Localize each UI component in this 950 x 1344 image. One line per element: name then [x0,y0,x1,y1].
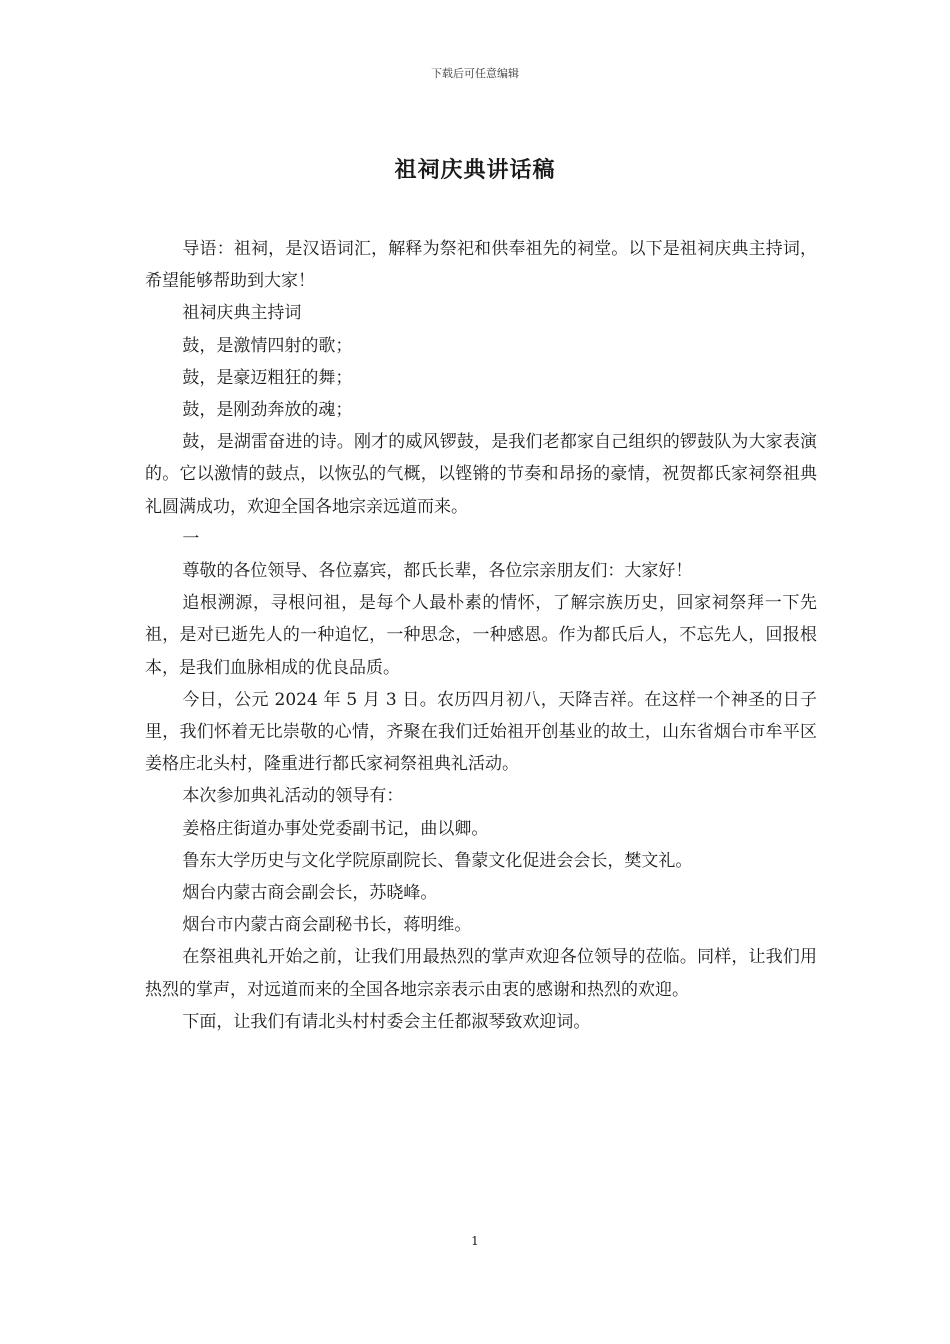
header-note: 下载后可任意编辑 [431,67,519,80]
paragraph-leader-3: 烟台内蒙古商会副会长，苏晓峰。 [182,883,438,904]
paragraph-subtitle: 祖祠庆典主持词 [182,303,302,324]
paragraph-drum-2: 鼓，是豪迈粗狂的舞； [182,367,353,388]
paragraph-next-speaker: 下面，让我们有请北头村村委会主任都淑琴致欢迎词。 [182,1011,591,1032]
paragraph-roots: 追根溯源，寻根问祖，是每个人最朴素的情怀，了解宗族历史，回家祠祭拜一下先祖，是对已逝先人的一种追忆，一种思念，一种感恩。作为都氏后人，不忘先人，回报根本，是我们血脉相成的优良品质。 [145,593,817,678]
paragraph-drum-1: 鼓，是激情四射的歌； [182,335,353,356]
paragraph-section-one: 一 [182,528,200,549]
document-body [145,233,817,1038]
paragraph-leader-1: 姜格庄街道办事处党委副书记，曲以卿。 [182,818,489,839]
paragraph-leader-4: 烟台市内蒙古商会副秘书长，蒋明维。 [182,915,472,936]
paragraph-greeting: 尊敬的各位领导、各位嘉宾，都氏长辈，各位宗亲朋友们：大家好！ [182,561,693,582]
page-number: 1 [471,1234,479,1248]
paragraph-leaders-intro: 本次参加典礼活动的领导有： [182,786,404,807]
paragraph-leader-2: 鲁东大学历史与文化学院原副院长、鲁蒙文化促进会会长，樊文礼。 [182,850,693,871]
paragraph-date: 今日，公元 2024 年 5 月 3 日。农历四月初八，天降吉祥。在这样一个神圣的日子里，我们怀着无比崇敬的心情，齐聚在我们迁始祖开创基业的故土，山东省烟台市牟平区姜格庄北头村，隆重进行都氏家祠祭祖典礼活动。 [145,689,817,775]
page-title: 祖祠庆典讲话稿 [394,157,556,183]
paragraph-drum-3: 鼓，是刚劲奔放的魂； [182,400,353,421]
paragraph-intro: 导语：祖祠，是汉语词汇，解释为祭祀和供奉祖先的祠堂。以下是祖祠庆典主持词，希望能够帮助到大家！ [145,239,817,292]
paragraph-drum-4: 鼓，是湖雷奋进的诗。刚才的威风锣鼓，是我们老都家自己组织的锣鼓队为大家表演的。它以激情的鼓点，以恢弘的气概，以铿锵的节奏和昂扬的豪情，祝贺都氏家祠祭祖典礼圆满成功，欢迎全国各地宗亲远道而来。 [145,432,817,517]
paragraph-welcome: 在祭祖典礼开始之前，让我们用最热烈的掌声欢迎各位领导的莅临。同样，让我们用热烈的掌声，对远道而来的全国各地宗亲表示由衷的感谢和热烈的欢迎。 [145,947,817,1000]
